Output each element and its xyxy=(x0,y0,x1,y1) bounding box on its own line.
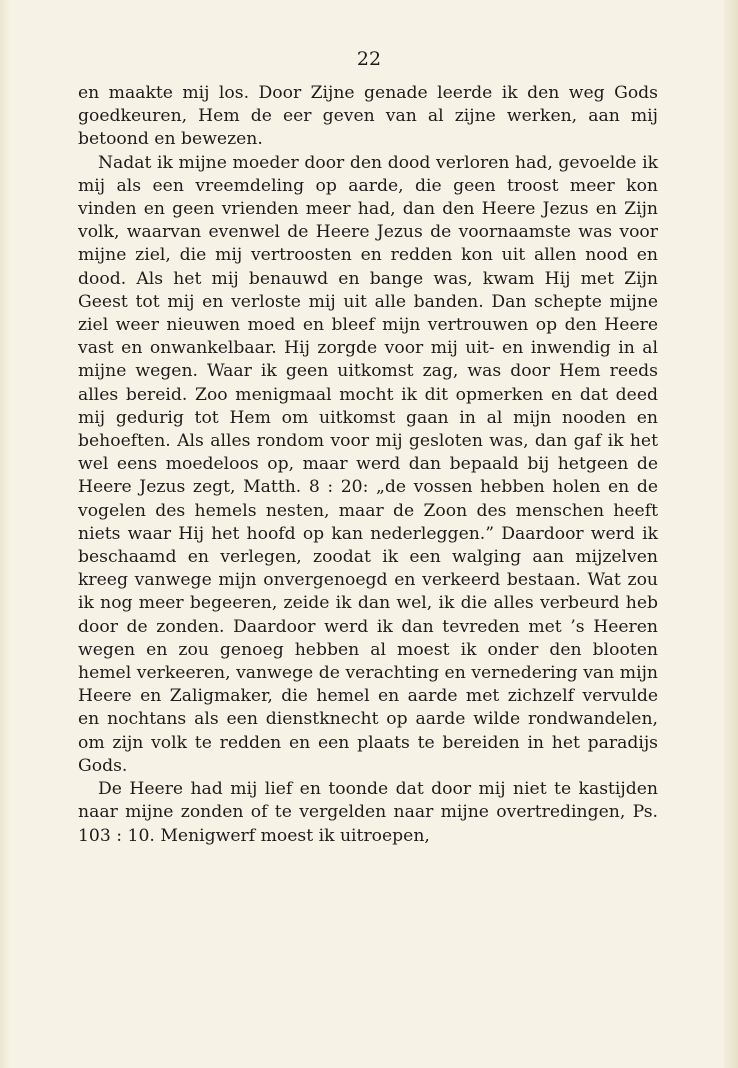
paragraph-3: De Heere had mij lief en toonde dat door mij niet te kastijden naar mijne zonden of te vergelden naar mijne overtredingen, Ps. 103 : 10. Menigwerf moest ik uitroepen, xyxy=(78,779,658,846)
page-number: 22 xyxy=(356,48,382,70)
paragraph-1: en maakte mij los. Door Zijne genade leerde ik den weg Gods goedkeuren, Hem de eer geven van al zijne werken, aan mij betoond en bewezen. xyxy=(78,83,658,150)
page-right-edge xyxy=(724,0,738,1068)
paragraph-2: Nadat ik mijne moeder door den dood verloren had, gevoelde ik mij als een vreemdeling op aarde, die geen troost meer kon vinden en geen vrienden meer had, dan den Heere Jezus en Zijn volk, waarvan evenwel de Heere Jezus de voornaamste was voor mijne ziel, die mij vertroosten en redden kon uit allen nood en dood. Als het mij benauwd en bange was, kwam Hij met Zijn Geest tot mij en verloste mij uit alle banden. Dan schepte mijne ziel weer nieuwen moed en bleef mijn vertrouwen op den Heere vast en onwankelbaar. Hij zorgde voor mij uit- en inwendig in al mijne wegen. Waar ik geen uitkomst zag, was door Hem reeds alles bereid. Zoo menigmaal mocht ik dit opmerken en dat deed mij gedurig tot Hem om uitkomst gaan in al mijn nooden en behoeften. Als alles rondom voor mij gesloten was, dan gaf ik het wel eens moedeloos op, maar werd dan bepaald bij hetgeen de Heere Jezus zegt, Matth. 8 : 20: „de vossen hebben holen en de vogelen des hemels nesten, maar de Zoon des menschen heeft niets waar Hij het hoofd op kan nederleggen.” Daardoor werd ik beschaamd en verlegen, zoodat ik een walging aan mijzelven kreeg vanwege mijn onvergenoegd en verkeerd bestaan. Wat zou ik nog meer begeeren, zeide ik dan wel, ik die alles verbeurd heb door de zonden. Daardoor werd ik dan tevreden met ’s Heeren wegen en zou genoeg hebben al moest ik onder den blooten hemel verkeeren, vanwege de verachting en vernedering van mijn Heere en Zaligmaker, die hemel en aarde met zichzelf vervulde en nochtans als een dienstknecht op aarde wilde rondwandelen, om zijn volk te redden en een plaats te bereiden in het paradijs Gods. xyxy=(78,152,658,776)
body-text xyxy=(78,82,658,848)
page-left-edge xyxy=(0,0,10,1068)
